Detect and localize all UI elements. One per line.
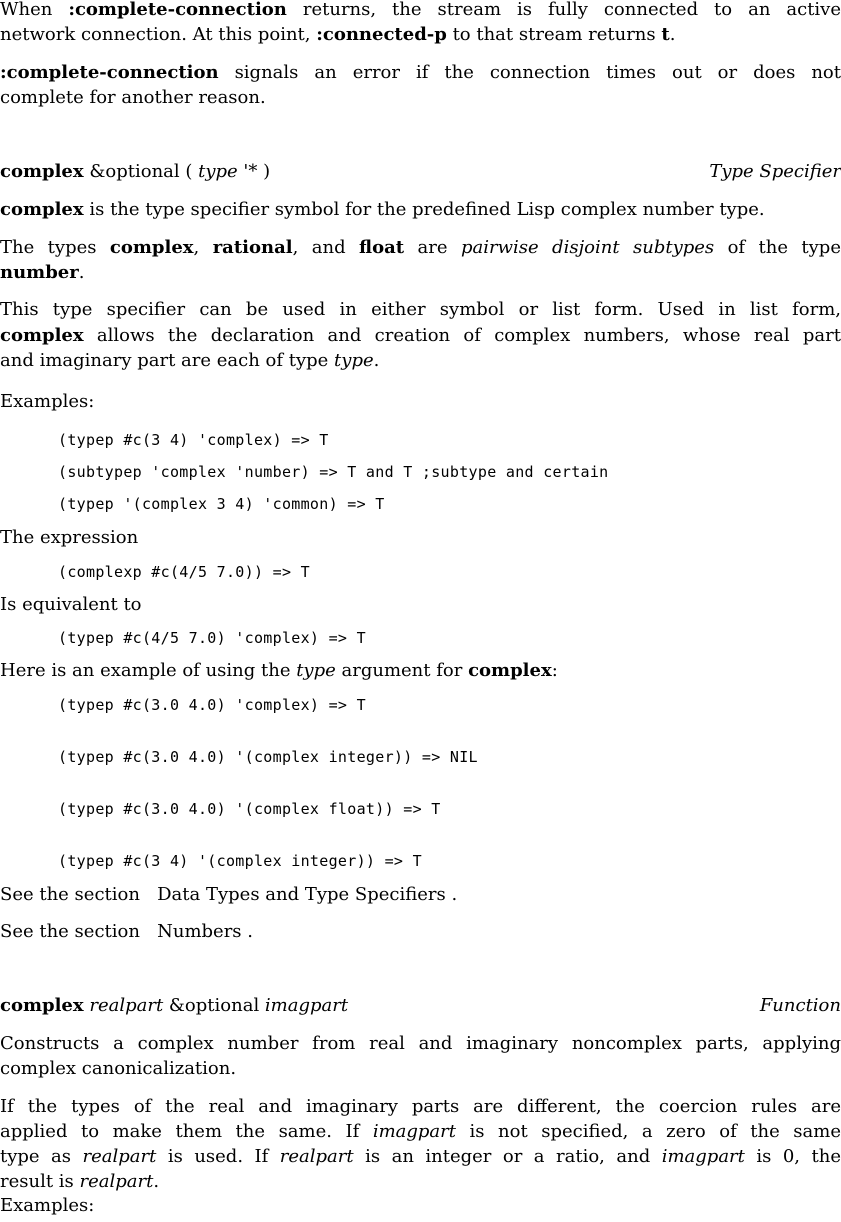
code-example: (typep #c(3 4) 'complex) => T — [58, 431, 329, 449]
type-entry-signature: complex &optional ( type '* ) — [0, 161, 271, 182]
func-desc-2-line-1: If the types of the real and imaginary parts are different, the coercion rules are — [0, 1096, 841, 1117]
type-entry-kind: Type Specifier — [709, 161, 841, 182]
code-example: (typep #c(4/5 7.0) 'complex) => T — [58, 629, 366, 647]
code-example: (complexp #c(4/5 7.0)) => T — [58, 563, 310, 581]
func-desc-1-line-1: Constructs a complex number from real and imaginary noncomplex parts, applying — [0, 1033, 841, 1054]
type-desc-3-line-1: This type specifier can be used in either symbol or list form. Used in list form, — [0, 299, 841, 320]
func-desc-2-line-2: applied to make them the same. If imagpart is not specified, a zero of the same — [0, 1121, 841, 1142]
type-examples-label: Examples: — [0, 391, 95, 412]
intro-line-2: network connection. At this point, :connected-p to that stream returns t. — [0, 24, 676, 45]
function-entry-header — [0, 996, 841, 1016]
type-desc-3-line-2: complex allows the declaration and creation of complex numbers, whose real part — [0, 325, 841, 346]
func-desc-2-line-3: type as realpart is used. If realpart is an integer or a ratio, and imagpart is 0, the — [0, 1146, 841, 1167]
code-example: (typep '(complex 3 4) 'common) => T — [58, 495, 385, 513]
function-entry-signature: complex realpart &optional imagpart — [0, 995, 349, 1016]
type-desc-2-line-1: The types complex, rational, and float are pairwise disjoint subtypes of the type — [0, 237, 841, 258]
intro-line-3: :complete-connection signals an error if the connection times out or does not — [0, 62, 841, 83]
type-desc-3-line-3: and imaginary part are each of type type. — [0, 350, 380, 371]
function-entry-kind: Function — [759, 995, 841, 1016]
code-example: (typep #c(3.0 4.0) 'complex) => T — [58, 696, 366, 714]
func-desc-2-line-4: result is realpart. — [0, 1171, 160, 1192]
code-example: (typep #c(3.0 4.0) '(complex integer)) => NIL — [58, 748, 478, 766]
equivalent-label: Is equivalent to — [0, 594, 142, 615]
code-example: (typep #c(3 4) '(complex integer)) => T — [58, 852, 422, 870]
intro-line-4: complete for another reason. — [0, 87, 266, 108]
type-entry-header — [0, 162, 841, 182]
code-example: (typep #c(3.0 4.0) '(complex float)) => T — [58, 800, 441, 818]
code-example: (subtypep 'complex 'number) => T and T ;subtype and certain — [58, 463, 609, 481]
type-argument-note: Here is an example of using the type argument for complex: — [0, 660, 558, 681]
see-also-numbers: See the section Numbers . — [0, 921, 253, 942]
function-examples-label: Examples: — [0, 1195, 95, 1216]
func-desc-1-line-2: complex canonicalization. — [0, 1058, 237, 1079]
see-also-data-types: See the section Data Types and Type Specifiers . — [0, 884, 458, 905]
type-desc-1: complex is the type specifier symbol for the predefined Lisp complex number type. — [0, 199, 765, 220]
expression-label: The expression — [0, 527, 139, 548]
type-desc-2-line-2: number. — [0, 262, 85, 283]
intro-line-1: When :complete-connection returns, the stream is fully connected to an active — [0, 0, 841, 20]
